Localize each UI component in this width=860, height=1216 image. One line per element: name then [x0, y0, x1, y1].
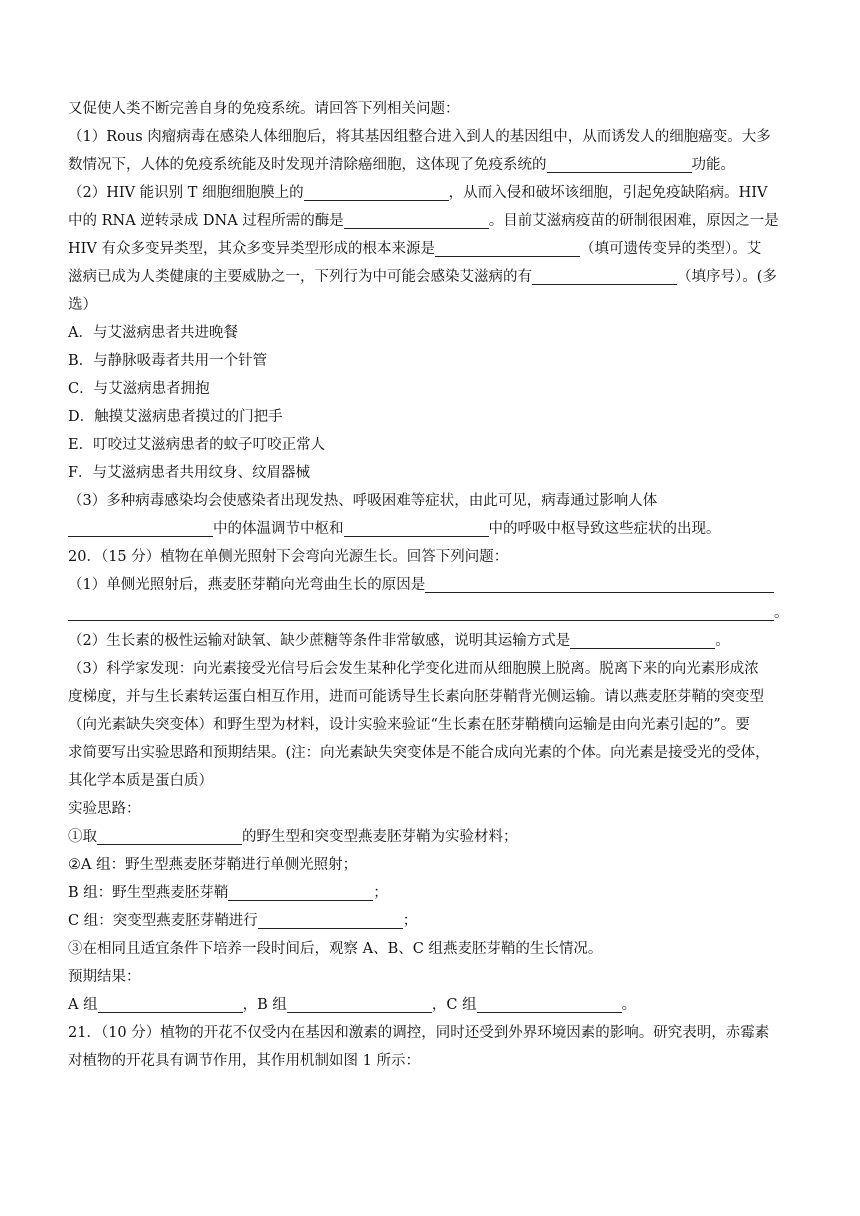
q19-p1-line2	[68, 151, 792, 179]
answer-blank[interactable]	[97, 826, 242, 845]
answer-blank[interactable]	[228, 882, 373, 901]
answer-blank[interactable]	[547, 154, 692, 173]
q20-p1-line1	[68, 571, 792, 599]
q19-p2-line1	[68, 179, 792, 207]
step-3: ③在相同且适宜条件下培养一段时间后，观察 A、B、C 组燕麦胚芽鞘的生长情况。	[68, 941, 603, 957]
q19-p2-text-h: （填序号）。(多	[677, 269, 777, 285]
q19-p2-text-d: 。目前艾滋病疫苗的研制很困难，原因之一是	[488, 213, 779, 229]
result-c-label: ，C 组	[431, 997, 477, 1013]
step-b-end: ；	[373, 885, 388, 901]
experiment-idea-label: 实验思路：	[68, 801, 141, 817]
q19-p2-line4	[68, 263, 792, 291]
q20-p2-end: 。	[715, 633, 730, 649]
q19-p1-line1: （1）Rous 肉瘤病毒在感染人体细胞后，将其基因组整合进入到人的基因组中，从而诱发人的细胞癌变。大多	[68, 129, 771, 145]
q19-p3-text-b: 中的体温调节中枢和	[213, 521, 344, 537]
q19-p2-line2	[68, 207, 792, 235]
option-c: C．与艾滋病患者拥抱	[68, 381, 210, 397]
q20-p2-line	[68, 627, 792, 655]
q21-line2: 对植物的开花具有调节作用，其作用机制如图 1 所示：	[68, 1053, 420, 1069]
option-a: A．与艾滋病患者共进晚餐	[68, 325, 238, 341]
document-content	[68, 95, 792, 1075]
answer-blank[interactable]	[532, 266, 677, 285]
q20-heading: 20．（15 分）植物在单侧光照射下会弯向光源生长。回答下列问题：	[68, 549, 509, 565]
q19-p2-line3	[68, 235, 792, 263]
q20-p1-line2	[68, 599, 792, 627]
expected-results-line	[68, 991, 792, 1019]
step-1-text-b: 的野生型和突变型燕麦胚芽鞘为实验材料；	[242, 829, 518, 845]
q19-p1-text: 数情况下，人体的免疫系统能及时发现并清除癌细胞，这体现了免疫系统的	[68, 157, 547, 173]
intro-line: 又促使人类不断完善自身的免疫系统。请回答下列相关问题：	[68, 101, 460, 117]
option-d: D．触摸艾滋病患者摸过的门把手	[68, 409, 283, 425]
step-1	[68, 823, 792, 851]
q19-p2-text-g: 滋病已成为人类健康的主要威胁之一，下列行为中可能会感染艾滋病的有	[68, 269, 532, 285]
option-b: B．与静脉吸毒者共用一个针管	[68, 353, 268, 369]
step-b	[68, 879, 792, 907]
answer-blank[interactable]	[98, 994, 243, 1013]
step-1-text-a: ①取	[68, 829, 97, 845]
answer-blank[interactable]	[344, 210, 489, 229]
q19-p2-text-f: （填可遗传变异的类型）。艾	[579, 241, 762, 257]
answer-blank[interactable]	[570, 630, 715, 649]
result-b-label: ，B 组	[242, 997, 287, 1013]
q20-p3-line4: 求简要写出实验思路和预期结果。(注：向光素缺失突变体是不能合成向光素的个体。向光素是接受光的受体，	[68, 745, 770, 761]
q20-p3-line3: （向光素缺失突变体）和野生型为材料，设计实验来验证“生长素在胚芽鞘横向运输是由向光素引起的”。要	[68, 717, 750, 733]
option-e: E．叮咬过艾滋病患者的蚊子叮咬正常人	[68, 437, 326, 453]
answer-blank[interactable]	[68, 518, 213, 537]
answer-blank[interactable]	[425, 574, 774, 593]
q19-p3-line1: （3）多种病毒感染均会使感染者出现发热、呼吸困难等症状，由此可见，病毒通过影响人体	[68, 493, 658, 509]
q20-p3-line2: 度梯度，并与生长素转运蛋白相互作用，进而可能诱导生长素向胚芽鞘背光侧运输。请以燕麦胚芽鞘的突变型	[68, 689, 764, 705]
step-c-text: C 组：突变型燕麦胚芽鞘进行	[68, 913, 258, 929]
result-end: 。	[621, 997, 637, 1013]
q20-p3-line1: （3）科学家发现：向光素接受光信号后会发生某种化学变化进而从细胞膜上脱离。脱离下来的向光素形成浓	[68, 661, 759, 677]
q19-p2-text-e: HIV 有众多变异类型，其众多变异类型形成的根本来源是	[68, 241, 435, 257]
step-c-end: ；	[402, 913, 418, 929]
answer-blank[interactable]	[68, 602, 774, 621]
q19-p2-text-b: ，从而入侵和破坏该细胞，引起免疫缺陷病。HIV	[448, 185, 768, 201]
q19-p3-line2	[68, 515, 792, 543]
q19-p3-text-c: 中的呼吸中枢导致这些症状的出现。	[488, 521, 721, 537]
option-f: F．与艾滋病患者共用纹身、纹眉器械	[68, 465, 311, 481]
q21-line1: 21．（10 分）植物的开花不仅受内在基因和激素的调控，同时还受到外界环境因素的影响。研究表明，赤霉素	[68, 1025, 770, 1041]
answer-blank[interactable]	[344, 518, 489, 537]
q19-p1-end: 功能。	[691, 157, 735, 173]
q19-p2-line5: 选）	[68, 297, 97, 313]
q19-p2-text-a: （2）HIV 能识别 T 细胞细胞膜上的	[68, 185, 304, 201]
answer-blank[interactable]	[287, 994, 432, 1013]
result-a-label: A 组	[68, 997, 98, 1013]
answer-blank[interactable]	[304, 182, 449, 201]
q20-p1-text: （1）单侧光照射后，燕麦胚芽鞘向光弯曲生长的原因是	[68, 577, 426, 593]
q20-p1-end: 。	[774, 605, 789, 621]
answer-blank[interactable]	[435, 238, 580, 257]
expected-results-label: 预期结果：	[68, 969, 141, 985]
answer-blank[interactable]	[477, 994, 622, 1013]
answer-blank[interactable]	[258, 910, 403, 929]
step-2: ②A 组：野生型燕麦胚芽鞘进行单侧光照射；	[68, 857, 358, 873]
q20-p3-line5: 其化学本质是蛋白质）	[68, 773, 213, 789]
step-b-text: B 组：野生型燕麦胚芽鞘	[68, 885, 229, 901]
step-c	[68, 907, 792, 935]
q19-p2-text-c: 中的 RNA 逆转录成 DNA 过程所需的酶是	[68, 213, 344, 229]
q20-p2-text: （2）生长素的极性运输对缺氧、缺少蔗糖等条件非常敏感，说明其运输方式是	[68, 633, 571, 649]
